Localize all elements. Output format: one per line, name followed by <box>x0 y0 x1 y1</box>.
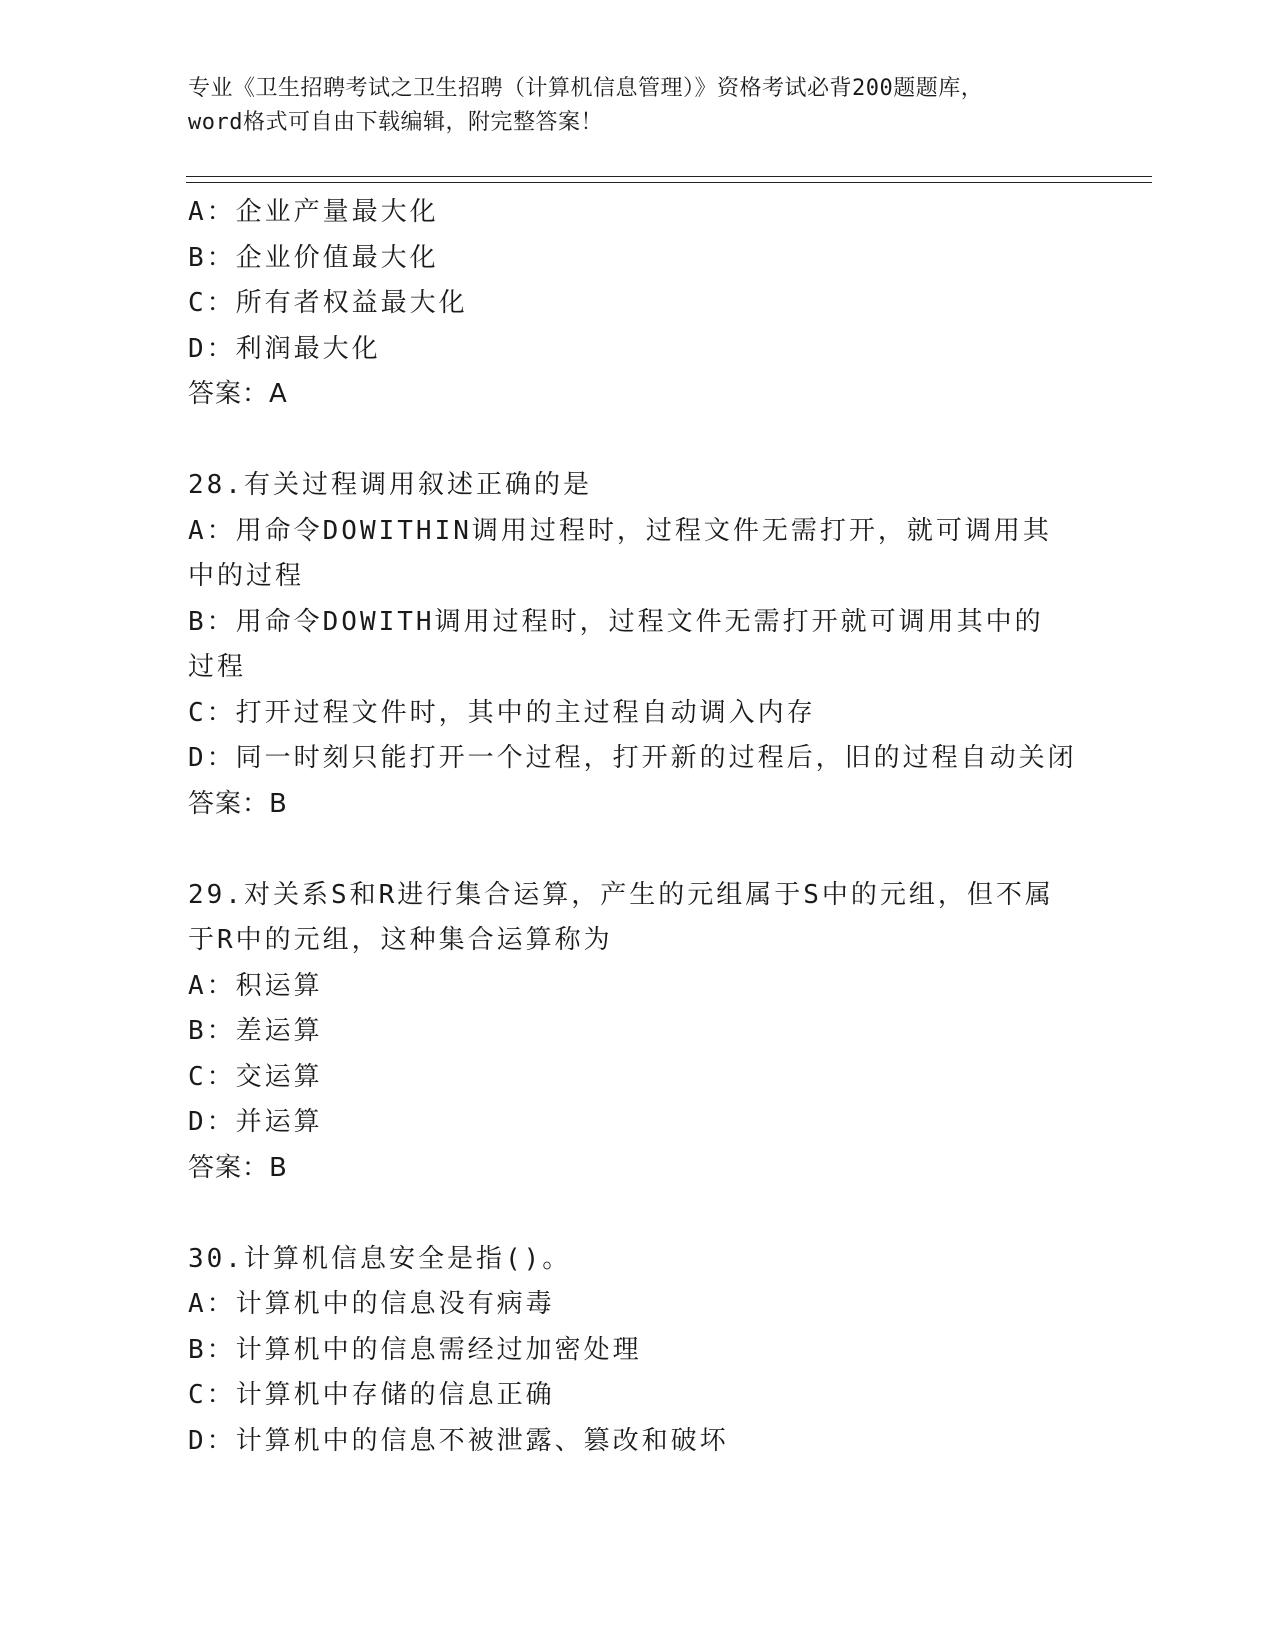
header-rule-top <box>186 176 1152 177</box>
q29-option-c: C：交运算 <box>188 1061 323 1092</box>
q28-option-d: D：同一时刻只能打开一个过程，打开新的过程后，旧的过程自动关闭 <box>188 743 1077 773</box>
q29-option-d: D：并运算 <box>188 1107 323 1137</box>
question-28-block <box>188 463 1088 827</box>
q27-option-b: B：企业价值最大化 <box>188 242 439 273</box>
question-27-block <box>188 190 1088 418</box>
q30-option-d: D：计算机中的信息不被泄露、篡改和破坏 <box>188 1425 729 1456</box>
q28-option-a: A：用命令DOWITHIN调用过程时，过程文件无需打开，就可调用其中的过程 <box>188 515 1052 591</box>
q30-option-c: C：计算机中存储的信息正确 <box>188 1380 555 1410</box>
q30-question: 30.计算机信息安全是指()。 <box>188 1243 572 1274</box>
header-line-1: 专业《卫生招聘考试之卫生招聘（计算机信息管理）》资格考试必背200题题库， <box>188 76 984 101</box>
question-29-block <box>188 873 1088 1192</box>
q28-question: 28.有关过程调用叙述正确的是 <box>188 470 592 500</box>
header-line-2: word格式可自由下载编辑，附完整答案！ <box>188 110 603 135</box>
question-content <box>188 190 1088 1464</box>
q29-option-b: B：差运算 <box>188 1016 323 1046</box>
q27-answer: 答案：A <box>188 379 288 409</box>
q29-answer: 答案：B <box>188 1152 288 1183</box>
header-rule-bottom <box>186 182 1152 183</box>
q30-option-b: B：计算机中的信息需经过加密处理 <box>188 1334 642 1365</box>
q29-question: 29.对关系S和R进行集合运算，产生的元组属于S中的元组，但不属于R中的元组，这种集合运算称为 <box>188 879 1054 955</box>
spacer <box>188 827 1088 873</box>
q28-answer: 答案：B <box>188 788 288 819</box>
q30-option-a: A：计算机中的信息没有病毒 <box>188 1289 555 1319</box>
question-30-block <box>188 1237 1088 1465</box>
q27-option-d: D：利润最大化 <box>188 333 381 364</box>
spacer <box>188 1191 1088 1237</box>
q28-option-b: B：用命令DOWITH调用过程时，过程文件无需打开就可调用其中的过程 <box>188 606 1044 682</box>
q27-option-a: A：企业产量最大化 <box>188 197 439 227</box>
document-header <box>188 72 1078 140</box>
q28-option-c: C：打开过程文件时，其中的主过程自动调入内存 <box>188 697 816 728</box>
q27-option-c: C：所有者权益最大化 <box>188 288 468 318</box>
spacer <box>188 418 1088 464</box>
q29-option-a: A：积运算 <box>188 970 323 1001</box>
